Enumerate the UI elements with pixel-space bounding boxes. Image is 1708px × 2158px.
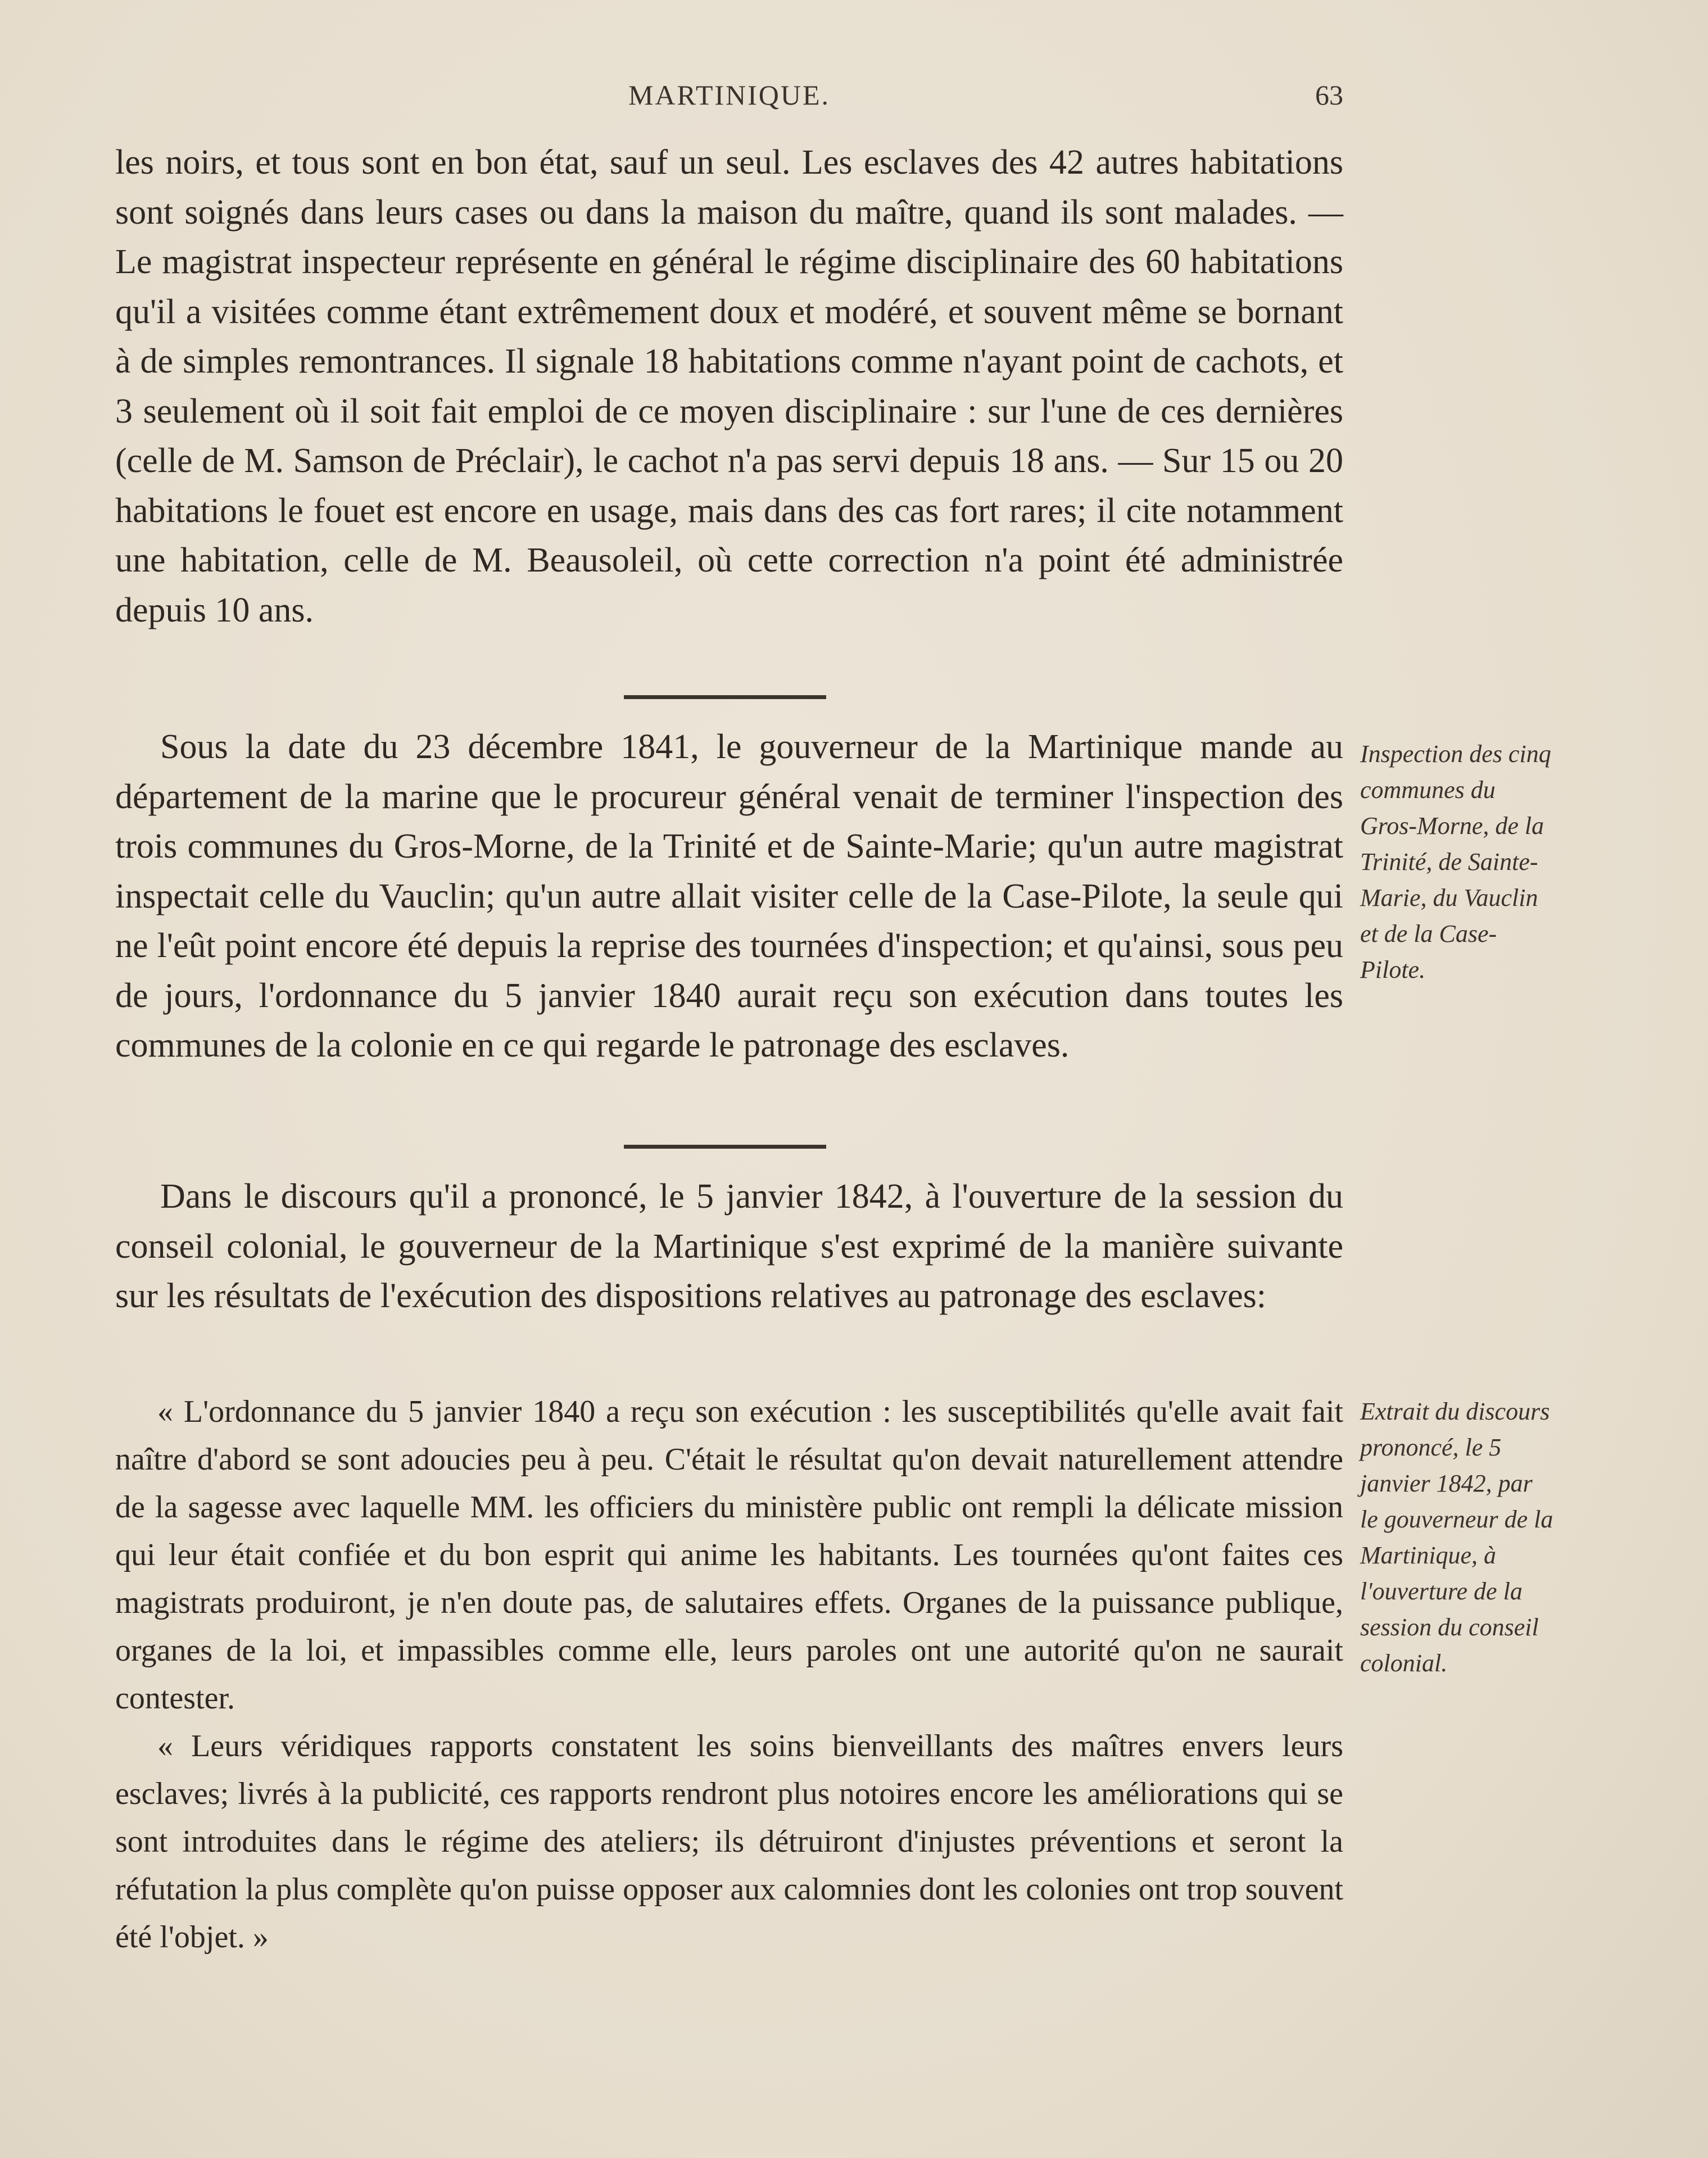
section-divider-2 <box>624 1145 826 1149</box>
quote-paragraph-1: « L'ordonnance du 5 janvier 1840 a reçu son exécution : les susceptibilités qu'elle avait fait naître d'abord se sont adoucies peu à peu. C'était le résultat qu'on devait naturellement attendre de la sagesse avec laquelle MM. les officiers du ministère public ont rempli la délicate mission qui leur était confiée et du bon esprit qui anime les habitants. Les tournées qu'ont faites ces magistrats produiront, je n'en doute pas, de salutaires effets. Organes de la puissance publique, organes de la loi, et impassibles comme elle, leurs paroles ont une autorité qu'on ne saurait contester. <box>115 1394 1343 1716</box>
section-governor-speech-quote <box>115 1388 1343 1961</box>
page-number: 63 <box>1315 79 1343 111</box>
section-divider-1 <box>624 695 826 699</box>
paragraph-3: Dans le discours qu'il a prononcé, le 5 janvier 1842, à l'ouverture de la session du conseil colonial, le gouverneur de la Martinique s'est exprimé de la manière suivante sur les résultats de l'exécution des dispositions relatives au patronage des esclaves: <box>115 1177 1343 1315</box>
page-header <box>115 79 1343 118</box>
section-governor-speech-intro <box>115 1172 1343 1321</box>
margin-note-2: Extrait du discours prononcé, le 5 janvier 1842, par le gouverneur de la Martinique, à l'ouverture de la session du conseil colonial. <box>1360 1398 1553 1677</box>
paragraph-1: les noirs, et tous sont en bon état, sauf un seul. Les esclaves des 42 autres habitations sont soignés dans leurs cases ou dans la maison du maître, quand ils sont malades. — Le magistrat inspecteur représente en général le régime disciplinaire des 60 habitations qu'il a visitées comme étant extrêmement doux et modéré, et souvent même se bornant à de simples remontrances. Il signale 18 habitations comme n'ayant point de cachots, et 3 seulement où il soit fait emploi de ce moyen disciplinaire : sur l'une de ces dernières (celle de M. Samson de Préclair), le cachot n'a pas servi depuis 18 ans. — Sur 15 ou 20 habitations le fouet est encore en usage, mais dans des cas fort rares; il cite notamment une habitation, celle de M. Beausoleil, où cette correction n'a point été administrée depuis 10 ans. <box>115 143 1343 629</box>
running-title: MARTINIQUE. <box>628 79 831 111</box>
margin-note-1: Inspection des cinq communes du Gros-Morne, de la Trinité, de Sainte-Marie, du Vauclin et de la Case-Pilote. <box>1360 740 1551 983</box>
section-inspection-report <box>115 138 1343 635</box>
paragraph-2: Sous la date du 23 décembre 1841, le gouverneur de la Martinique mande au département de la marine que le procureur général venait de terminer l'inspection des trois communes du Gros-Morne, de la Trinité et de Sainte-Marie; qu'un autre magistrat inspectait celle du Vauclin; qu'un autre allait visiter celle de la Case-Pilote, la seule qui ne l'eût point encore été depuis la reprise des tournées d'inspection; et qu'ainsi, sous peu de jours, l'ordonnance du 5 janvier 1840 aurait reçu son exécution dans toutes les communes de la colonie en ce qui regarde le patronage des esclaves. <box>115 728 1343 1064</box>
section-inspection-communes <box>115 722 1343 1071</box>
quote-paragraph-2: « Leurs véridiques rapports constatent les soins bienveillants des maîtres envers leurs esclaves; livrés à la publicité, ces rapports rendront plus notoires encore les améliorations qui se sont introduites dans le régime des ateliers; ils détruiront d'injustes préventions et seront la réfutation la plus complète qu'on puisse opposer aux calomnies dont les colonies ont trop souvent été l'objet. » <box>115 1729 1343 1955</box>
